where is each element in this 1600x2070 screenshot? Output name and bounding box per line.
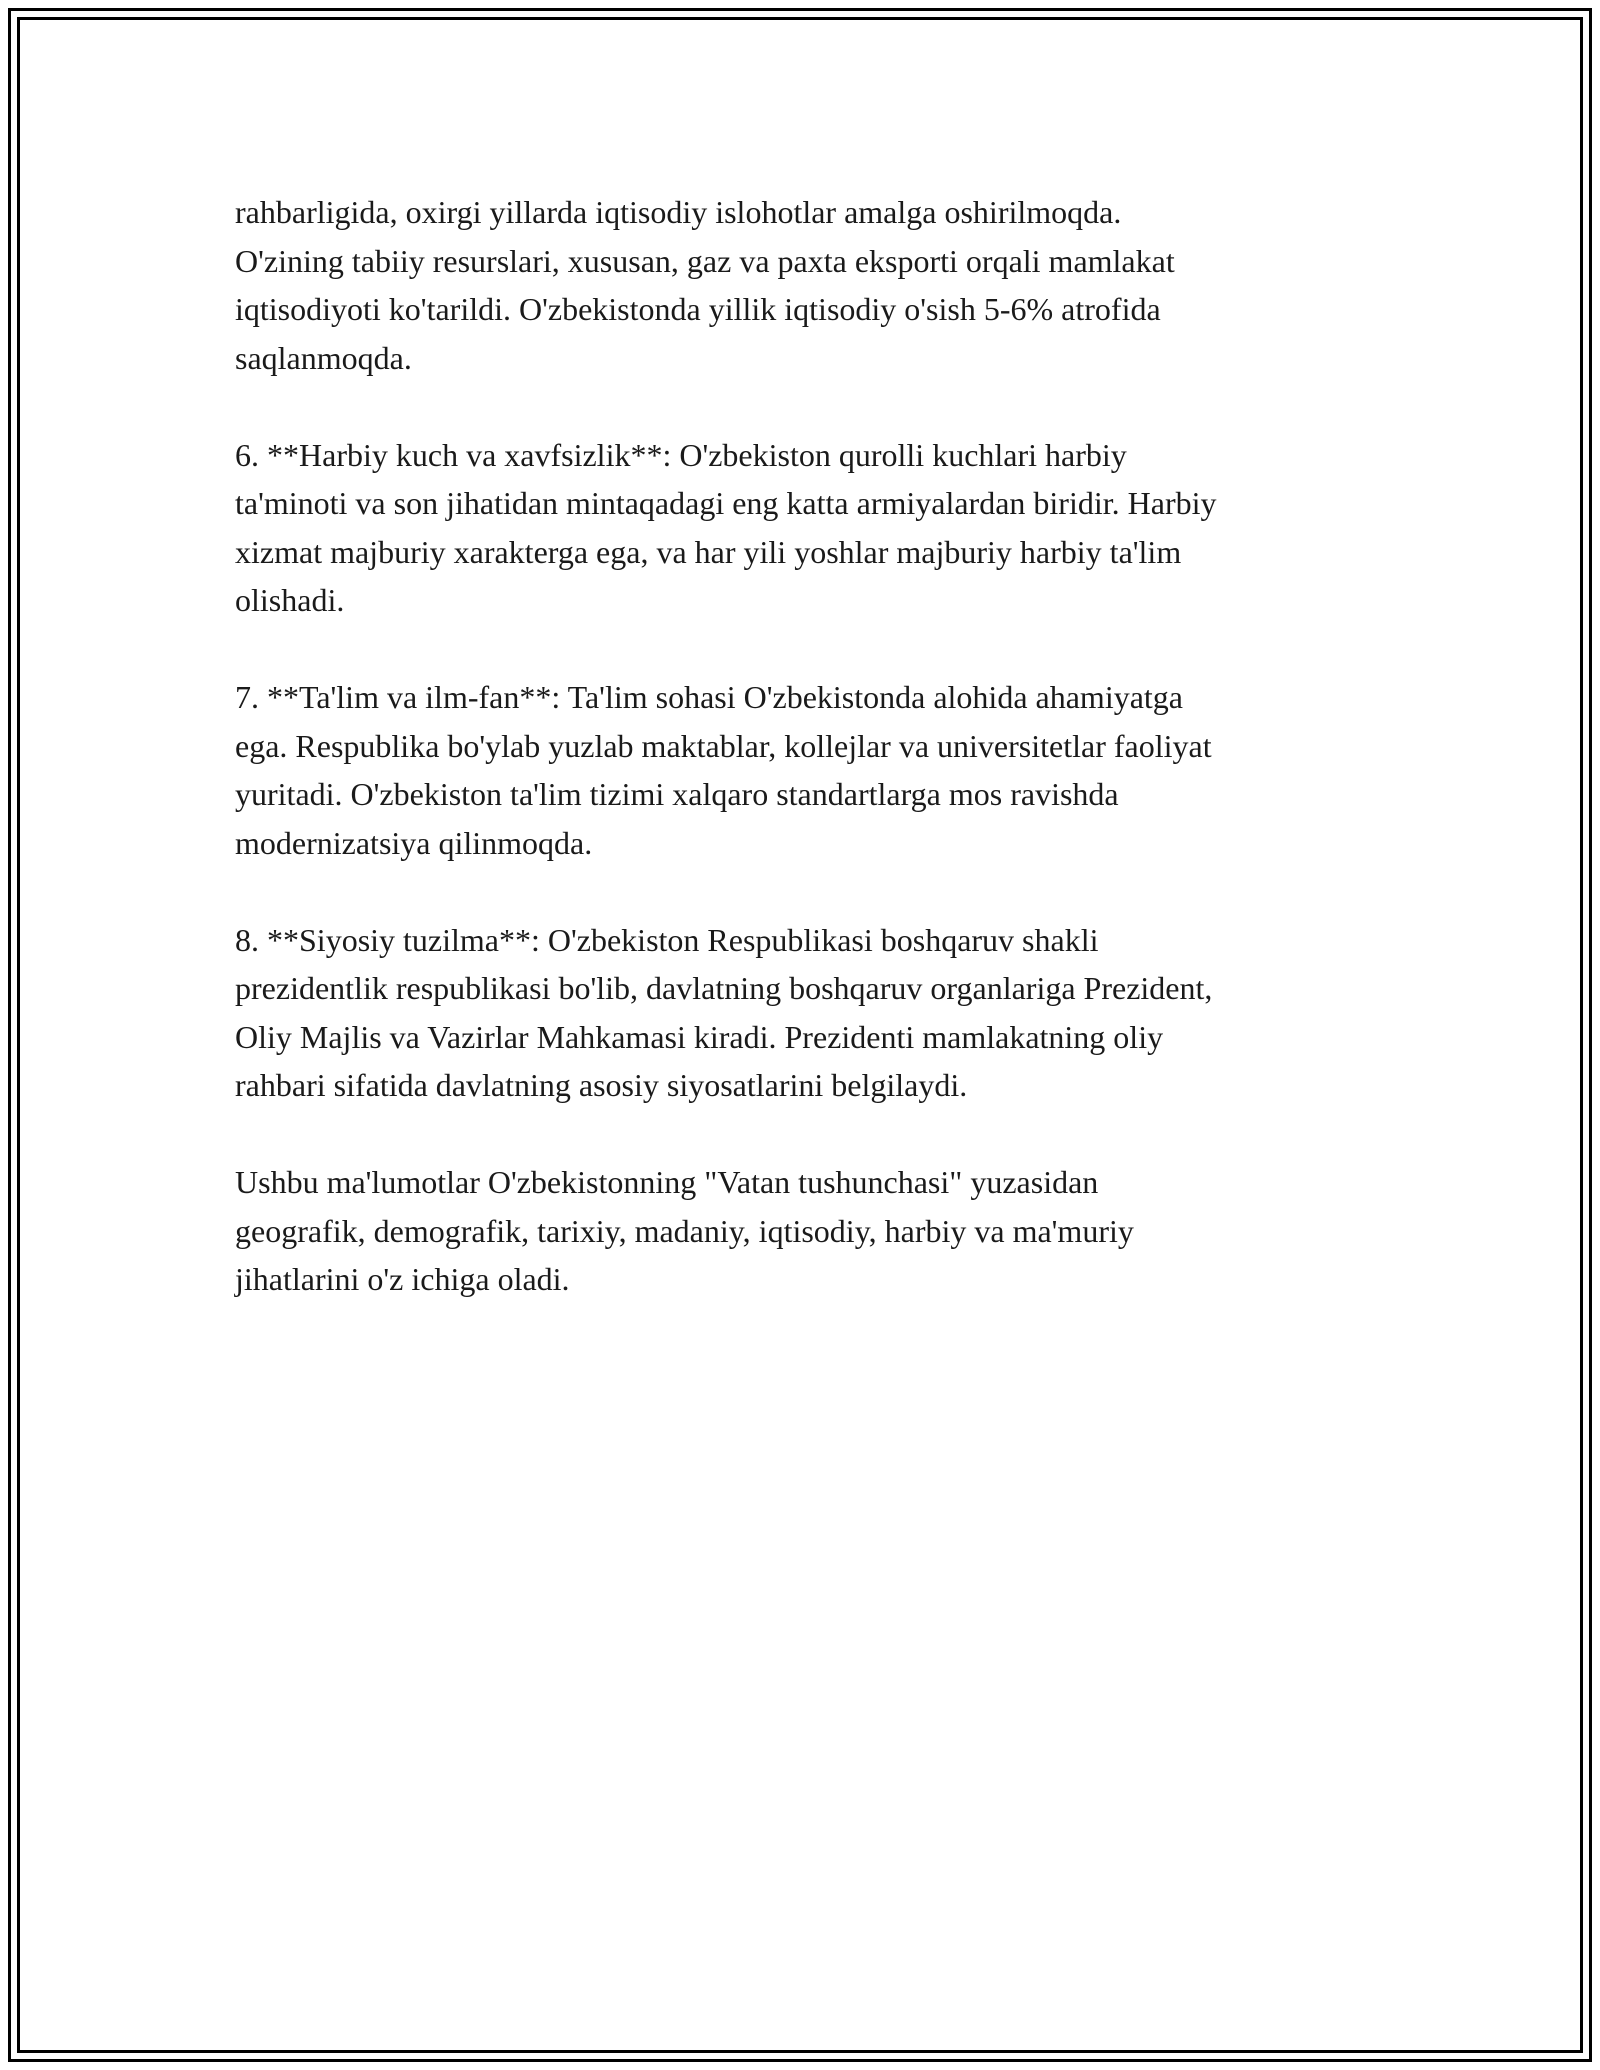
paragraph-education-science: 7. **Ta'lim va ilm-fan**: Ta'lim sohasi O'zbekistonda alohida ahamiyatga ega. Respublika bo'ylab yuzlab maktablar, kollejlar va universitetlar faoliyat yuritadi. O'zbekiston ta'lim tizimi xalqaro standartlarga mos ravishda modernizatsiya qilinmoqda. xyxy=(235,679,1212,861)
paragraph-economy-continued: rahbarligida, oxirgi yillarda iqtisodiy islohotlar amalga oshirilmoqda. O'zining tabiiy resurslari, xususan, gaz va paxta eksporti orqali mamlakat iqtisodiyoti ko'tarildi. O'zbekistonda yillik iqtisodiy o'sish 5-6% atrofida saqlanmoqda. xyxy=(235,194,1175,376)
paragraph-summary: Ushbu ma'lumotlar O'zbekistonning "Vatan tushunchasi" yuzasidan geografik, demografik, tarixiy, madaniy, iqtisodiy, harbiy va ma'muriy jihatlarini o'z ichiga oladi. xyxy=(235,1164,1134,1297)
paragraph-military-security: 6. **Harbiy kuch va xavfsizlik**: O'zbekiston qurolli kuchlari harbiy ta'minoti va son jihatidan mintaqadagi eng katta armiyalardan biridir. Harbiy xizmat majburiy xarakterga ega, va har yili yoshlar majburiy harbiy ta'lim olishadi. xyxy=(235,436,1217,618)
document-body xyxy=(235,188,1375,1304)
paragraph-political-structure: 8. **Siyosiy tuzilma**: O'zbekiston Respublikasi boshqaruv shakli prezidentlik respublikasi bo'lib, davlatning boshqaruv organlariga Prezident, Oliy Majlis va Vazirlar Mahkamasi kiradi. Prezidenti mamlakatning oliy rahbari sifatida davlatning asosiy siyosatlarini belgilaydi. xyxy=(235,921,1213,1103)
